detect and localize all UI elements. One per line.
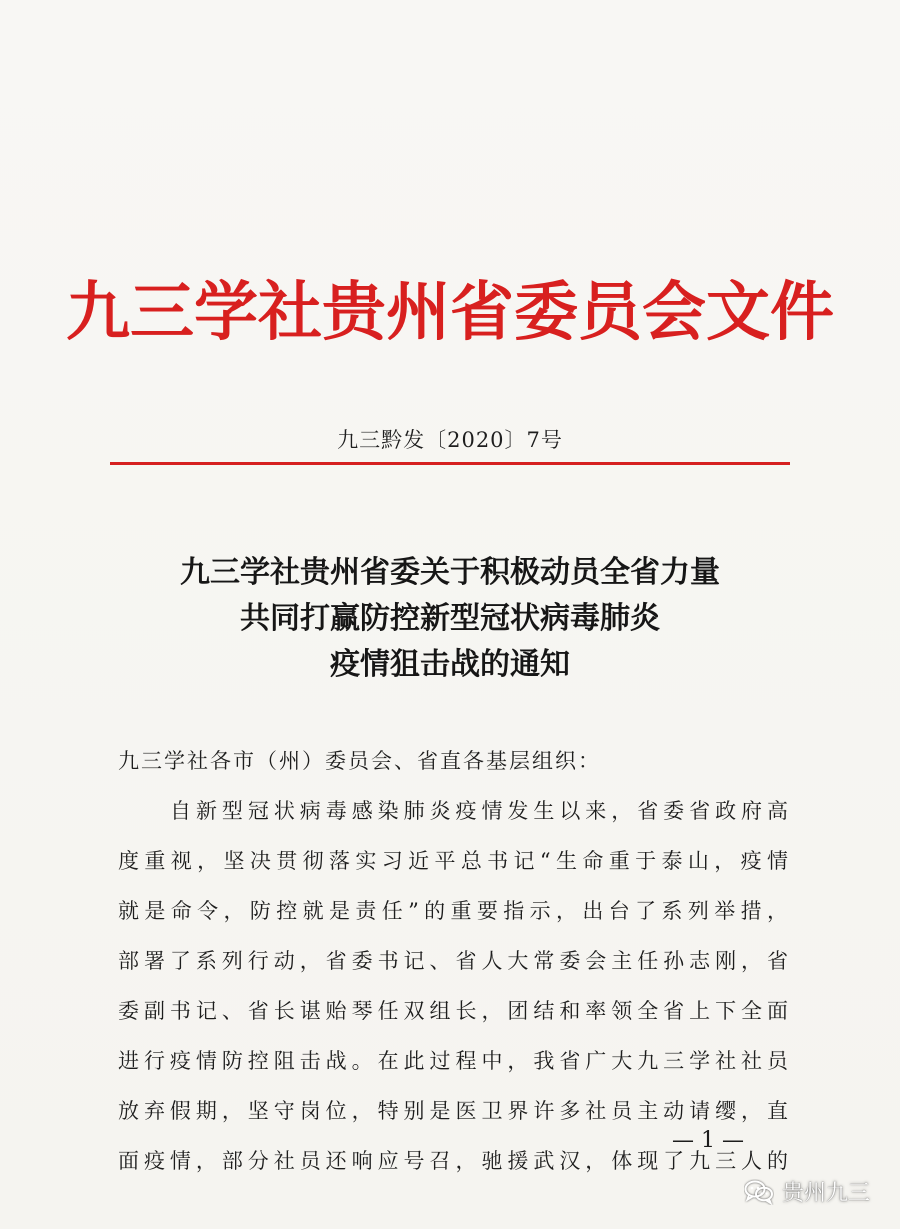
red-divider-line xyxy=(110,462,790,465)
page-number: — 1 — xyxy=(672,1128,744,1153)
wechat-watermark xyxy=(744,1176,870,1207)
wechat-icon xyxy=(744,1179,774,1205)
document-body xyxy=(118,736,790,1186)
body-line: 面疫情，部分社员还响应号召，驰援武汉，体现了九三人的 xyxy=(118,1149,790,1173)
body-line: 度重视，坚决贯彻落实习近平总书记“生命重于泰山，疫情 xyxy=(118,849,790,873)
title-line-1: 九三学社贵州省委关于积极动员全省力量 xyxy=(180,555,720,590)
body-line: 自新型冠状病毒感染肺炎疫情发生以来，省委省政府高 xyxy=(170,799,790,823)
document-title xyxy=(0,550,900,688)
body-line: 就是命令，防控就是责任”的重要指示，出台了系列举措， xyxy=(118,899,790,923)
title-line-3: 疫情狙击战的通知 xyxy=(330,647,570,682)
watermark-text: 贵州九三 xyxy=(781,1181,870,1206)
body-line: 委副书记、省长谌贻琴任双组长，团结和率领全省上下全面 xyxy=(118,999,790,1023)
document-red-header: 九三学社贵州省委员会文件 xyxy=(66,276,834,350)
document-number: 九三黔发〔2020〕7号 xyxy=(337,428,563,452)
title-line-2: 共同打赢防控新型冠状病毒肺炎 xyxy=(240,601,660,636)
body-line: 进行疫情防控阻击战。在此过程中，我省广大九三学社社员 xyxy=(118,1049,790,1073)
body-line: 放弃假期，坚守岗位，特别是医卫界许多社员主动请缨，直 xyxy=(118,1099,790,1123)
body-line: 部署了系列行动，省委书记、省人大常委会主任孙志刚，省 xyxy=(118,949,790,973)
salutation: 九三学社各市（州）委员会、省直各基层组织： xyxy=(118,749,601,773)
